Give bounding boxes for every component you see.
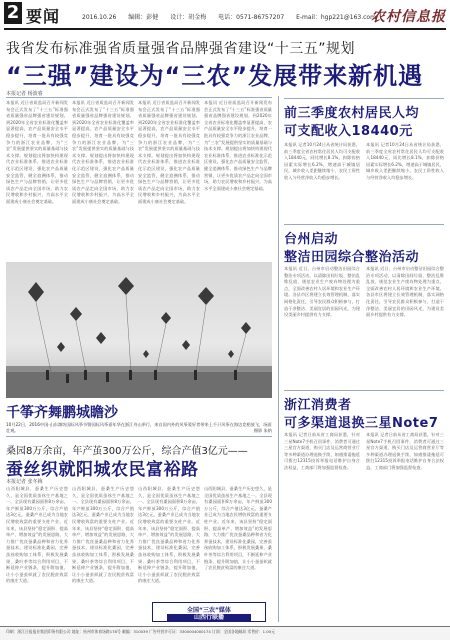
right-column-divider [278,96,279,622]
right2-top-rule [284,224,444,225]
photo-illustration [6,262,272,398]
right3-title-line1: 浙江消费者 [284,398,352,413]
right1-title-line1: 前三季度农村居民人均 [284,106,420,121]
footer-text: 印刷：浙江日报报业集团印务有限公司 地址：杭州市体育场路178号 邮编：310039 广告经营许可证：3300004000174 订阅：全国各地邮局 零售价：1.00元 [6,629,275,634]
lead-column-3: 本报讯 近日省质监局召开新闻发布会正式发布了“十三五”标准强省质量强省品牌强省建设规划。到2020年全省农业标准化覆盖率显著提高，农产品质量安全水平稳步提升，培育一批具有较强竞争力的浙江农业品牌，为“三农”发展提供坚实的质量基础与技术支撑。规划提出将加快构建现代农业标准体系，推进农业标准化示范区建设，强化农产品质量安全监管，健全追溯体系，推动绿色生产与品牌营销，让更多优质农产品走向全国市场，助力农民增收和乡村振兴，为高水平全面建成小康社会奠定基础。 [138,100,200,204]
right1-column-1: 本报讯 记者10月24日从省统计局获悉，前三季度全省农村常住居民人均可支配收入18440元，同比增长8.1%，扣除价格因素实际增长6.2%，增速高于城镇居民，城乡收入差距继续缩小，农民工资性收入与经营净收入均稳步增长。 [284,142,360,180]
right2-title-line2: 整洁田园综合整治活动 [284,250,420,265]
page-footer [0,626,450,640]
email-address: E-mail：hgp221@163.com [296,14,376,21]
right1-top-rule [284,98,444,99]
media-feature-box [152,602,266,622]
lead-headline: “三强”建设为“三农”发展带来新机遇 [6,62,424,90]
bottom-top-rule [6,436,272,437]
photo-caption-text: 10月22日，2016中国·山东潍坊国际风筝节暨国际风筝嘉年华在浙江舟山举行，来自国内外的风筝爱好者带来上千只风筝在海边竞相放飞，场面壮观。 [6,422,272,433]
right3-top-rule [284,390,444,391]
bottom-column-4: 山西阳城县，蚕桑生产历史悠久，是全国优质茧丝生产基地之一。全县现有桑园面积8万余亩，年产鲜茧300万公斤，综合产值达3亿元，蚕桑产业已成为当地农民增收致富的重要支柱产业。近年来，该县坚持“稳定面积、提高单产、增加效益”的发展思路，大力推广优良蚕桑品种和省力化养蚕技术，建设标准化桑园，完善茧丝收购加工体系，积极发展桑果、桑叶茶等综合利用项目，不断延伸产业链条，提升附加值，让小小蚕茧织就了农民脱贫致富的康庄大道。 [204,486,272,571]
photo-caption [6,422,272,434]
photo-title: 千筝齐舞鹏城瞻沙 [6,405,118,421]
page-header [0,0,450,30]
bottom-byline: 本报记者 张冬梅 [6,479,43,485]
right3-column-1: 本报讯 记者日前从省工商局获悉，针对三星Note7手机召回事件，消费者可通过三星官方渠道、购买门店及运营商营业厅等多种渠道办理退换手续，如遇推诿拖延可拨打12315投诉举报电话维护自身合法权益，工商部门将加强监督检查。 [284,432,360,470]
feature-box-line1: 全国“三农”媒体 [187,607,231,614]
lead-rule [6,97,272,98]
right1-column-2: 本报讯 记者10月24日从省统计局获悉，前三季度全省农村常住居民人均可支配收入18440元，同比增长8.1%，扣除价格因素实际增长6.2%，增速高于城镇居民，城乡收入差距继续缩小，农民工资性收入与经营净收入均稳步增长。 [366,142,444,180]
right2-column-2: 本报讯 近日，台州市启动整洁田园综合整治专项活动，以清除田间垃圾、整治乱堆乱放、规范农业生产废弃物处理为重点，全面改善农村人居环境和农业生产环境。各县市区将建立长效管理机制，落实网格化责任，引导农民群众积极参与，打造干净整洁、美丽宜居的田园风光，为建设美丽乡村提供有力支撑。 [366,266,444,318]
photo-credit: 摄影 朱纳 [253,428,272,433]
lead-column-1: 本报讯 近日省质监局召开新闻发布会正式发布了“十三五”标准强省质量强省品牌强省建设规划。到2020年全省农业标准化覆盖率显著提高，农产品质量安全水平稳步提升，培育一批具有较强竞争力的浙江农业品牌，为“三农”发展提供坚实的质量基础与技术支撑。规划提出将加快构建现代农业标准体系，推进农业标准化示范区建设，强化农产品质量安全监管，健全追溯体系，推动绿色生产与品牌营销，让更多优质农产品走向全国市场，助力农民增收和乡村振兴，为高水平全面建成小康社会奠定基础。 [6,100,68,204]
lead-column-4: 本报讯 近日省质监局召开新闻发布会正式发布了“十三五”标准强省质量强省品牌强省建设规划。到2020年全省农业标准化覆盖率显著提高，农产品质量安全水平稳步提升，培育一批具有较强竞争力的浙江农业品牌，为“三农”发展提供坚实的质量基础与技术支撑。规划提出将加快构建现代农业标准体系，推进农业标准化示范区建设，强化农产品质量安全监管，健全追溯体系，推动绿色生产与品牌营销，让更多优质农产品走向全国市场，助力农民增收和乡村振兴，为高水平全面建成小康社会奠定基础。 [204,100,272,191]
page-number: 2 [4,2,22,24]
header-divider [4,28,446,30]
section-title: 要闻 [26,7,61,26]
designer-credit: 设计：胡金梅 [170,14,207,21]
right2-title-line1: 台州启动 [284,232,339,247]
bottom-column-1: 山西阳城县，蚕桑生产历史悠久，是全国优质茧丝生产基地之一。全县现有桑园面积8万余亩，年产鲜茧300万公斤，综合产值达3亿元，蚕桑产业已成为当地农民增收致富的重要支柱产业。近年来，该县坚持“稳定面积、提高单产、增加效益”的发展思路，大力推广优良蚕桑品种和省力化养蚕技术，建设标准化桑园，完善茧丝收购加工体系，积极发展桑果、桑叶茶等综合利用项目，不断延伸产业链条，提升附加值，让小小蚕茧织就了农民脱贫致富的康庄大道。 [6,486,68,584]
lead-subhead: 我省发布标准强省质量强省品牌强省建设“十三五”规划 [6,41,356,57]
kite-festival-photo [6,262,272,398]
lead-byline: 本报记者 杨波睿 [6,91,43,97]
bottom-subhead: 桑园8万余亩，年产茧300万公斤，综合产值3亿元—— [6,446,248,457]
lead-column-2: 本报讯 近日省质监局召开新闻发布会正式发布了“十三五”标准强省质量强省品牌强省建设规划。到2020年全省农业标准化覆盖率显著提高，农产品质量安全水平稳步提升，培育一批具有较强竞争力的浙江农业品牌，为“三农”发展提供坚实的质量基础与技术支撑。规划提出将加快构建现代农业标准体系，推进农业标准化示范区建设，强化农产品质量安全监管，健全追溯体系，推动绿色生产与品牌营销，让更多优质农产品走向全国市场，助力农民增收和乡村振兴，为高水平全面建成小康社会奠定基础。 [72,100,134,204]
issue-date: 2016.10.26 [82,14,117,21]
right3-title-line2: 可多渠道退换三星Note7 [284,416,439,431]
right3-column-2: 本报讯 记者日前从省工商局获悉，针对三星Note7手机召回事件，消费者可通过三星官方渠道、购买门店及运营商营业厅等多种渠道办理退换手续，如遇推诿拖延可拨打12315投诉举报电话维护自身合法权益，工商部门将加强监督检查。 [366,432,444,470]
bottom-headline: 蚕丝织就阳城农民富裕路 [6,460,199,480]
phone-number: 电话：0571-86757207 [218,14,285,21]
bottom-column-2: 山西阳城县，蚕桑生产历史悠久，是全国优质茧丝生产基地之一。全县现有桑园面积8万余亩，年产鲜茧300万公斤，综合产值达3亿元，蚕桑产业已成为当地农民增收致富的重要支柱产业。近年来，该县坚持“稳定面积、提高单产、增加效益”的发展思路，大力推广优良蚕桑品种和省力化养蚕技术，建设标准化桑园，完善茧丝收购加工体系，积极发展桑果、桑叶茶等综合利用项目，不断延伸产业链条，提升附加值，让小小蚕茧织就了农民脱贫致富的康庄大道。 [72,486,134,584]
header-info [82,12,386,21]
bottom-column-3: 山西阳城县，蚕桑生产历史悠久，是全国优质茧丝生产基地之一。全县现有桑园面积8万余亩，年产鲜茧300万公斤，综合产值达3亿元，蚕桑产业已成为当地农民增收致富的重要支柱产业。近年来，该县坚持“稳定面积、提高单产、增加效益”的发展思路，大力推广优良蚕桑品种和省力化养蚕技术，建设标准化桑园，完善茧丝收购加工体系，积极发展桑果、桑叶茶等综合利用项目，不断延伸产业链条，提升附加值，让小小蚕茧织就了农民脱贫致富的康庄大道。 [138,486,200,584]
feature-box-line2: 山西行联播 [167,614,251,622]
masthead-logo: 农村信息报 [371,9,446,25]
right2-column-1: 本报讯 近日，台州市启动整洁田园综合整治专项活动，以清除田间垃圾、整治乱堆乱放、规范农业生产废弃物处理为重点，全面改善农村人居环境和农业生产环境。各县市区将建立长效管理机制，落实网格化责任，引导农民群众积极参与，打造干净整洁、美丽宜居的田园风光，为建设美丽乡村提供有力支撑。 [284,266,360,318]
editor-credit: 编辑：彭健 [128,14,159,21]
right1-title-line2: 可支配收入18440元 [284,124,413,139]
